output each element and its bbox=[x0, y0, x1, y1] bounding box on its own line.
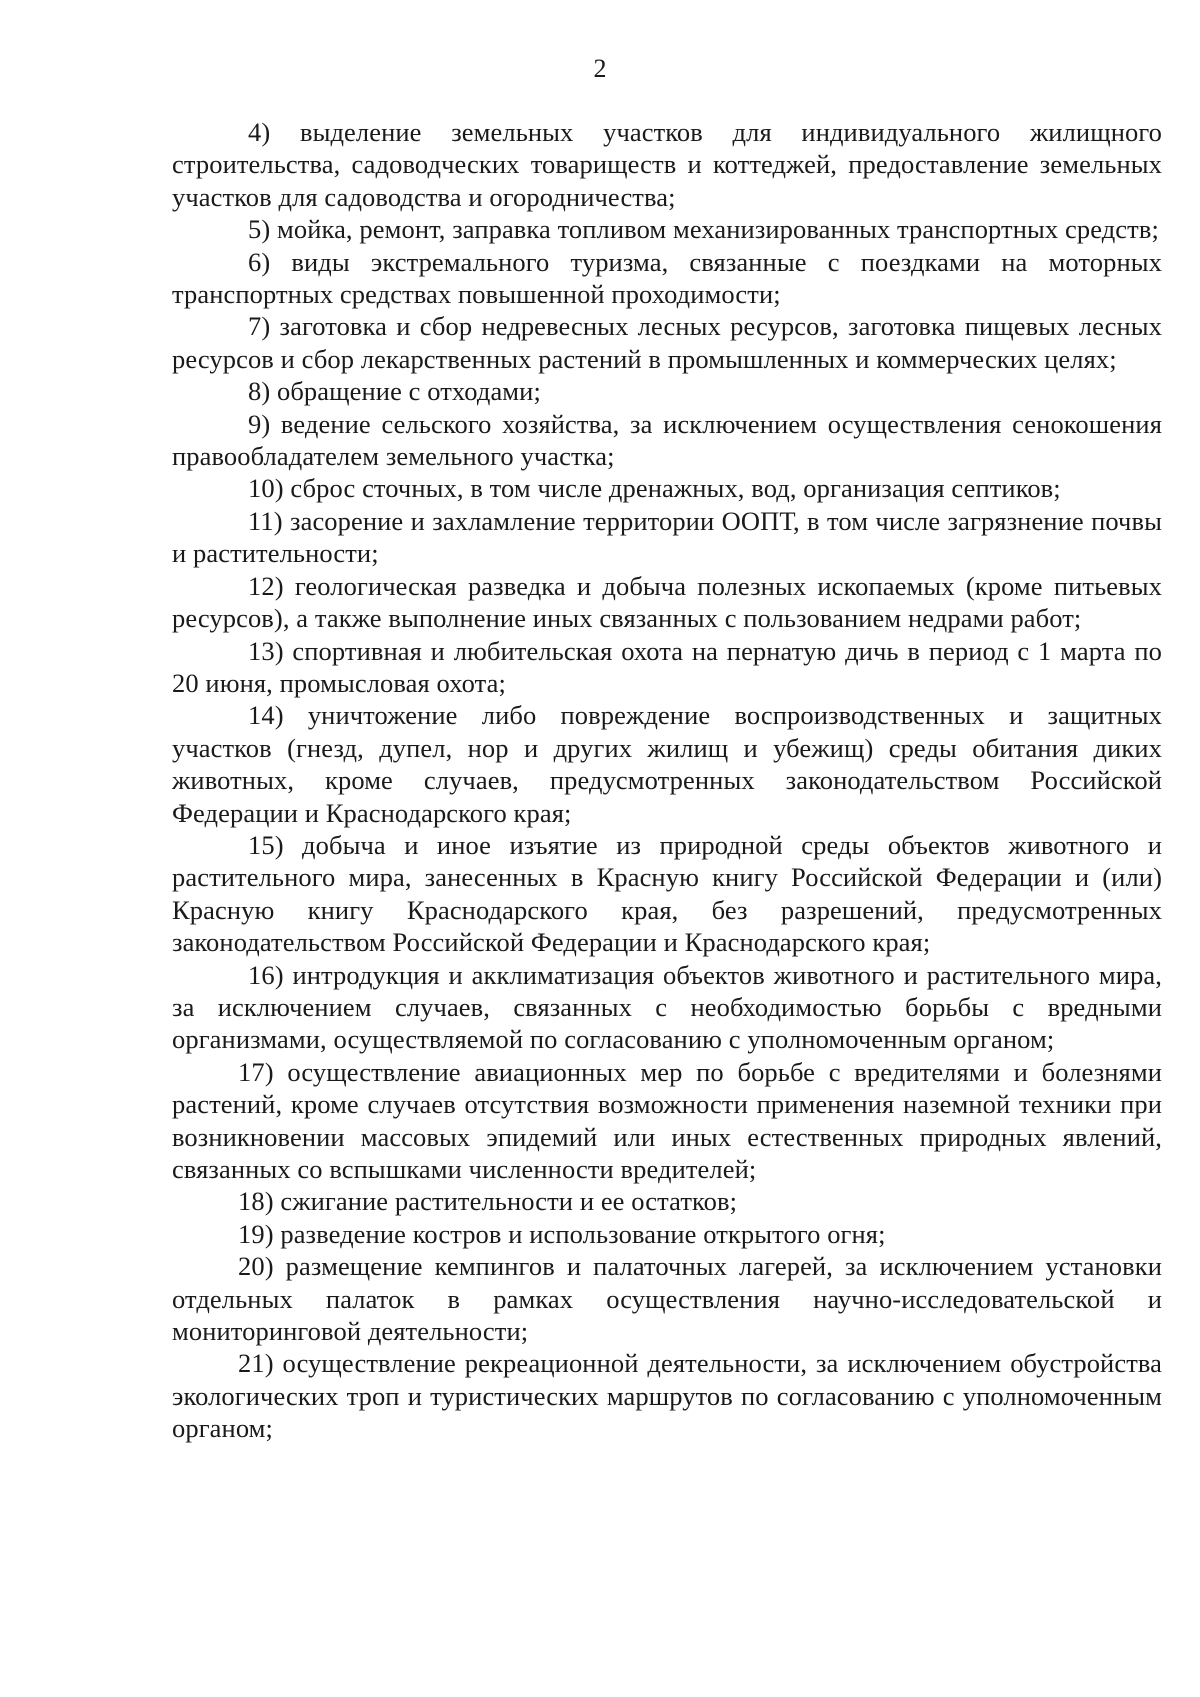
list-item: 7) заготовка и сбор недревесных лесных ресурсов, заготовка пищевых лесных ресурсов и сбор лекарственных растений в промышленных и коммерческих целях; bbox=[172, 311, 1162, 374]
list-item: 20) размещение кемпингов и палаточных лагерей, за исключением установки отдельных палаток в рамках осуществления научно-исследовательской и мониторинговой деятельности; bbox=[172, 1251, 1162, 1347]
list-item: 16) интродукция и акклиматизация объектов животного и растительного мира, за исключением случаев, связанных с необходимостью борьбы с вредными организмами, осуществляемой по согласованию с уполномоченным органом; bbox=[172, 959, 1162, 1055]
page-number: 2 bbox=[593, 54, 607, 83]
list-item: 18) сжигание растительности и ее остатков; bbox=[238, 1186, 738, 1217]
list-item: 4) выделение земельных участков для индивидуального жилищного строительства, садоводческих товариществ и коттеджей, предоставление земельных участков для садоводства и огородничества; bbox=[172, 117, 1162, 212]
list-item: 6) виды экстремального туризма, связанные с поездками на моторных транспортных средствах повышенной проходимости; bbox=[172, 246, 1162, 310]
list-item: 12) геологическая разведка и добыча полезных ископаемых (кроме питьевых ресурсов), а также выполнение иных связанных с пользованием недрами работ; bbox=[172, 570, 1162, 634]
list-item: 14) уничтожение либо повреждение воспроизводственных и защитных участков (гнезд, дупел, нор и других жилищ и убежищ) среды обитания диких животных, кроме случаев, предусмотренных законодательством Российской Федерации и Краснодарского края; bbox=[172, 700, 1162, 828]
list-item: 8) обращение с отходами; bbox=[248, 376, 541, 407]
list-item: 5) мойка, ремонт, заправка топливом механизированных транспортных средств; bbox=[248, 214, 1159, 245]
list-item: 10) сброс сточных, в том числе дренажных, вод, организация септиков; bbox=[248, 473, 1061, 504]
list-item: 11) засорение и захламление территории ООПТ, в том числе загрязнение почвы и растительности; bbox=[172, 505, 1162, 569]
list-item: 9) ведение сельского хозяйства, за исключением осуществления сенокошения правообладателем земельного участка; bbox=[172, 408, 1162, 472]
list-item: 17) осуществление авиационных мер по борьбе с вредителями и болезнями растений, кроме случаев отсутствия возможности применения наземной техники при возникновении массовых эпидемий или иных естественных природных явлений, связанных со вспышками численности вредителей; bbox=[172, 1056, 1162, 1184]
document-body bbox=[172, 116, 1162, 1445]
list-item: 19) разведение костров и использование открытого огня; bbox=[238, 1218, 886, 1249]
list-item: 15) добыча и иное изъятие из природной среды объектов животного и растительного мира, занесенных в Красную книгу Российской Федерации и (или) Красную книгу Краснодарского края, без разрешений, предусмотренных законодательством Российской Федерации и Краснодарского края; bbox=[172, 829, 1162, 958]
list-item: 21) осуществление рекреационной деятельности, за исключением обустройства экологических троп и туристических маршрутов по согласованию с уполномоченным органом; bbox=[172, 1348, 1162, 1444]
list-item: 13) спортивная и любительская охота на пернатую дичь в период с 1 марта по 20 июня, промысловая охота; bbox=[172, 635, 1162, 698]
